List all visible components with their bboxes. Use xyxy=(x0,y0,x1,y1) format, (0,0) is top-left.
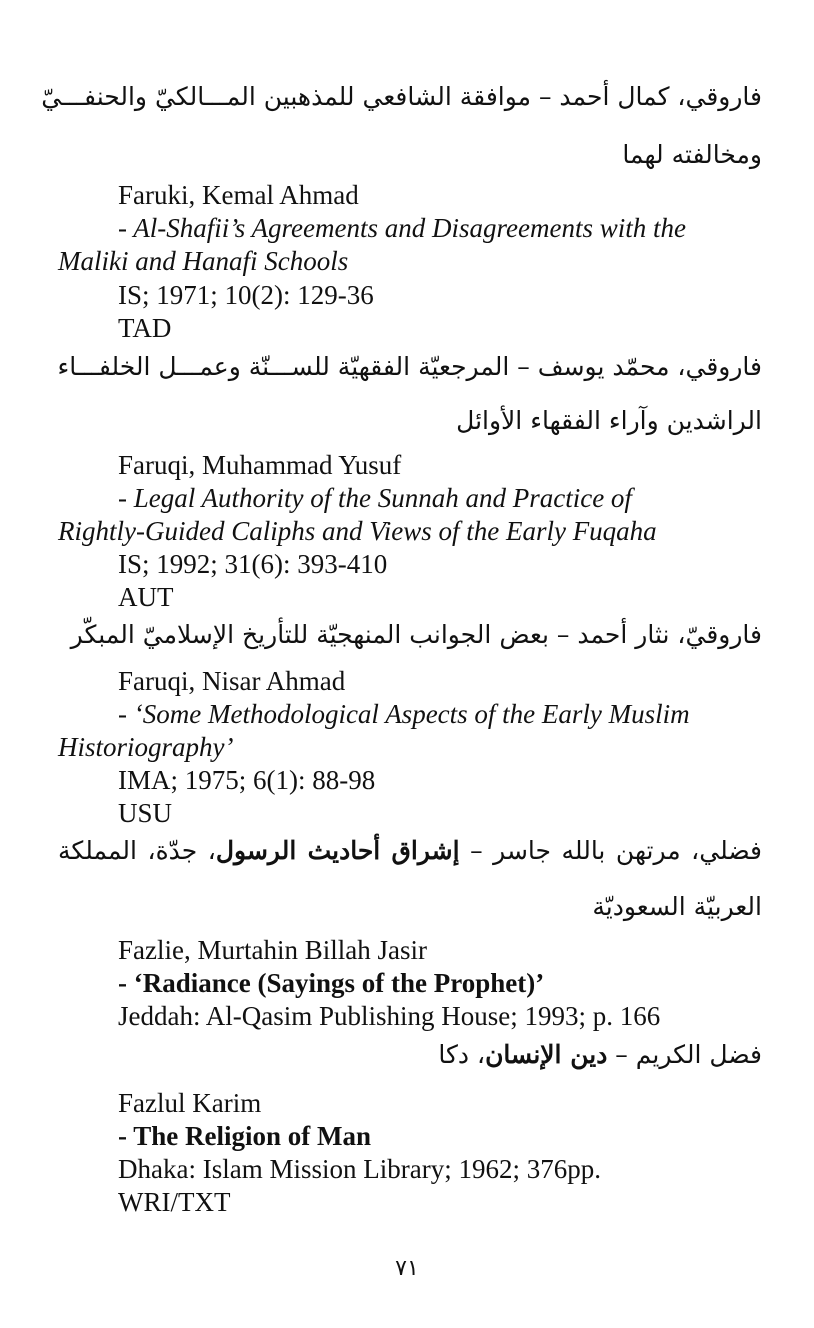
entry-title: - ‘Some Methodological Aspects of the Early Muslim xyxy=(118,699,690,729)
arabic-book-title: إشراق أحاديث الرسول xyxy=(215,836,460,865)
entry-code: USU xyxy=(118,798,173,828)
entry-author: Faruqi, Nisar Ahmad xyxy=(118,666,346,696)
entry-citation: IS; 1971; 10(2): 129-36 xyxy=(118,280,374,310)
entry-code: AUT xyxy=(118,582,174,612)
arabic-place: ، دكا xyxy=(438,1040,486,1069)
entry-citation: IMA; 1975; 6(1): 88-98 xyxy=(118,765,376,795)
entry-arabic-title-cont: الراشدين وآراء الفقهاء الأوائل xyxy=(456,406,762,435)
entry-citation: Dhaka: Islam Mission Library; 1962; 376pp. xyxy=(118,1154,601,1184)
arabic-book-title: دين الإنسان xyxy=(485,1040,608,1069)
entry-author: Fazlul Karim xyxy=(118,1088,262,1118)
entry-arabic-title: فاروقي، كمال أحمد – موافقة الشافعي للمذهبين المـــالكيّ والحنفـــيّ xyxy=(41,82,762,111)
arabic-place: ، جدّة، المملكة xyxy=(58,836,216,865)
entry-arabic-title: فاروقيّ، نثار أحمد – بعض الجوانب المنهجيّة للتأريخ الإسلاميّ المبكّر xyxy=(70,620,762,649)
arabic-author: فضلي، مرتهن بالله جاسر – xyxy=(459,836,762,865)
entry-author: Fazlie, Murtahin Billah Jasir xyxy=(118,935,427,965)
entry-title: - The Religion of Man xyxy=(118,1121,372,1151)
entry-arabic-title-cont: العربيّة السعوديّة xyxy=(592,892,762,921)
entry-author: Faruki, Kemal Ahmad xyxy=(118,180,359,210)
entry-arabic-title xyxy=(438,1040,762,1069)
entry-title: - ‘Radiance (Sayings of the Prophet)’ xyxy=(118,968,545,998)
entry-arabic-title: فاروقي، محمّد يوسف – المرجعيّة الفقهيّة للســـنّة وعمـــل الخلفـــاء xyxy=(57,352,762,381)
page-number: ٧١ xyxy=(395,1256,419,1281)
arabic-author: فضل الكريم – xyxy=(607,1040,762,1069)
entry-citation: IS; 1992; 31(6): 393-410 xyxy=(118,549,388,579)
entry-title-cont: Maliki and Hanafi Schools xyxy=(58,246,349,276)
entry-title-cont: Historiography’ xyxy=(58,732,234,762)
entry-code: WRI/TXT xyxy=(118,1187,231,1217)
entry-title-cont: Rightly-Guided Caliphs and Views of the Early Fuqaha xyxy=(58,516,657,546)
entry-arabic-title xyxy=(58,836,762,865)
entry-arabic-title-cont: ومخالفته لهما xyxy=(622,140,762,169)
entry-title: - Legal Authority of the Sunnah and Practice of xyxy=(118,483,632,513)
entry-author: Faruqi, Muhammad Yusuf xyxy=(118,450,402,480)
entry-title: - Al-Shafii’s Agreements and Disagreements with the xyxy=(118,213,686,243)
entry-citation: Jeddah: Al-Qasim Publishing House; 1993; p. 166 xyxy=(118,1001,661,1031)
entry-code: TAD xyxy=(118,313,172,343)
